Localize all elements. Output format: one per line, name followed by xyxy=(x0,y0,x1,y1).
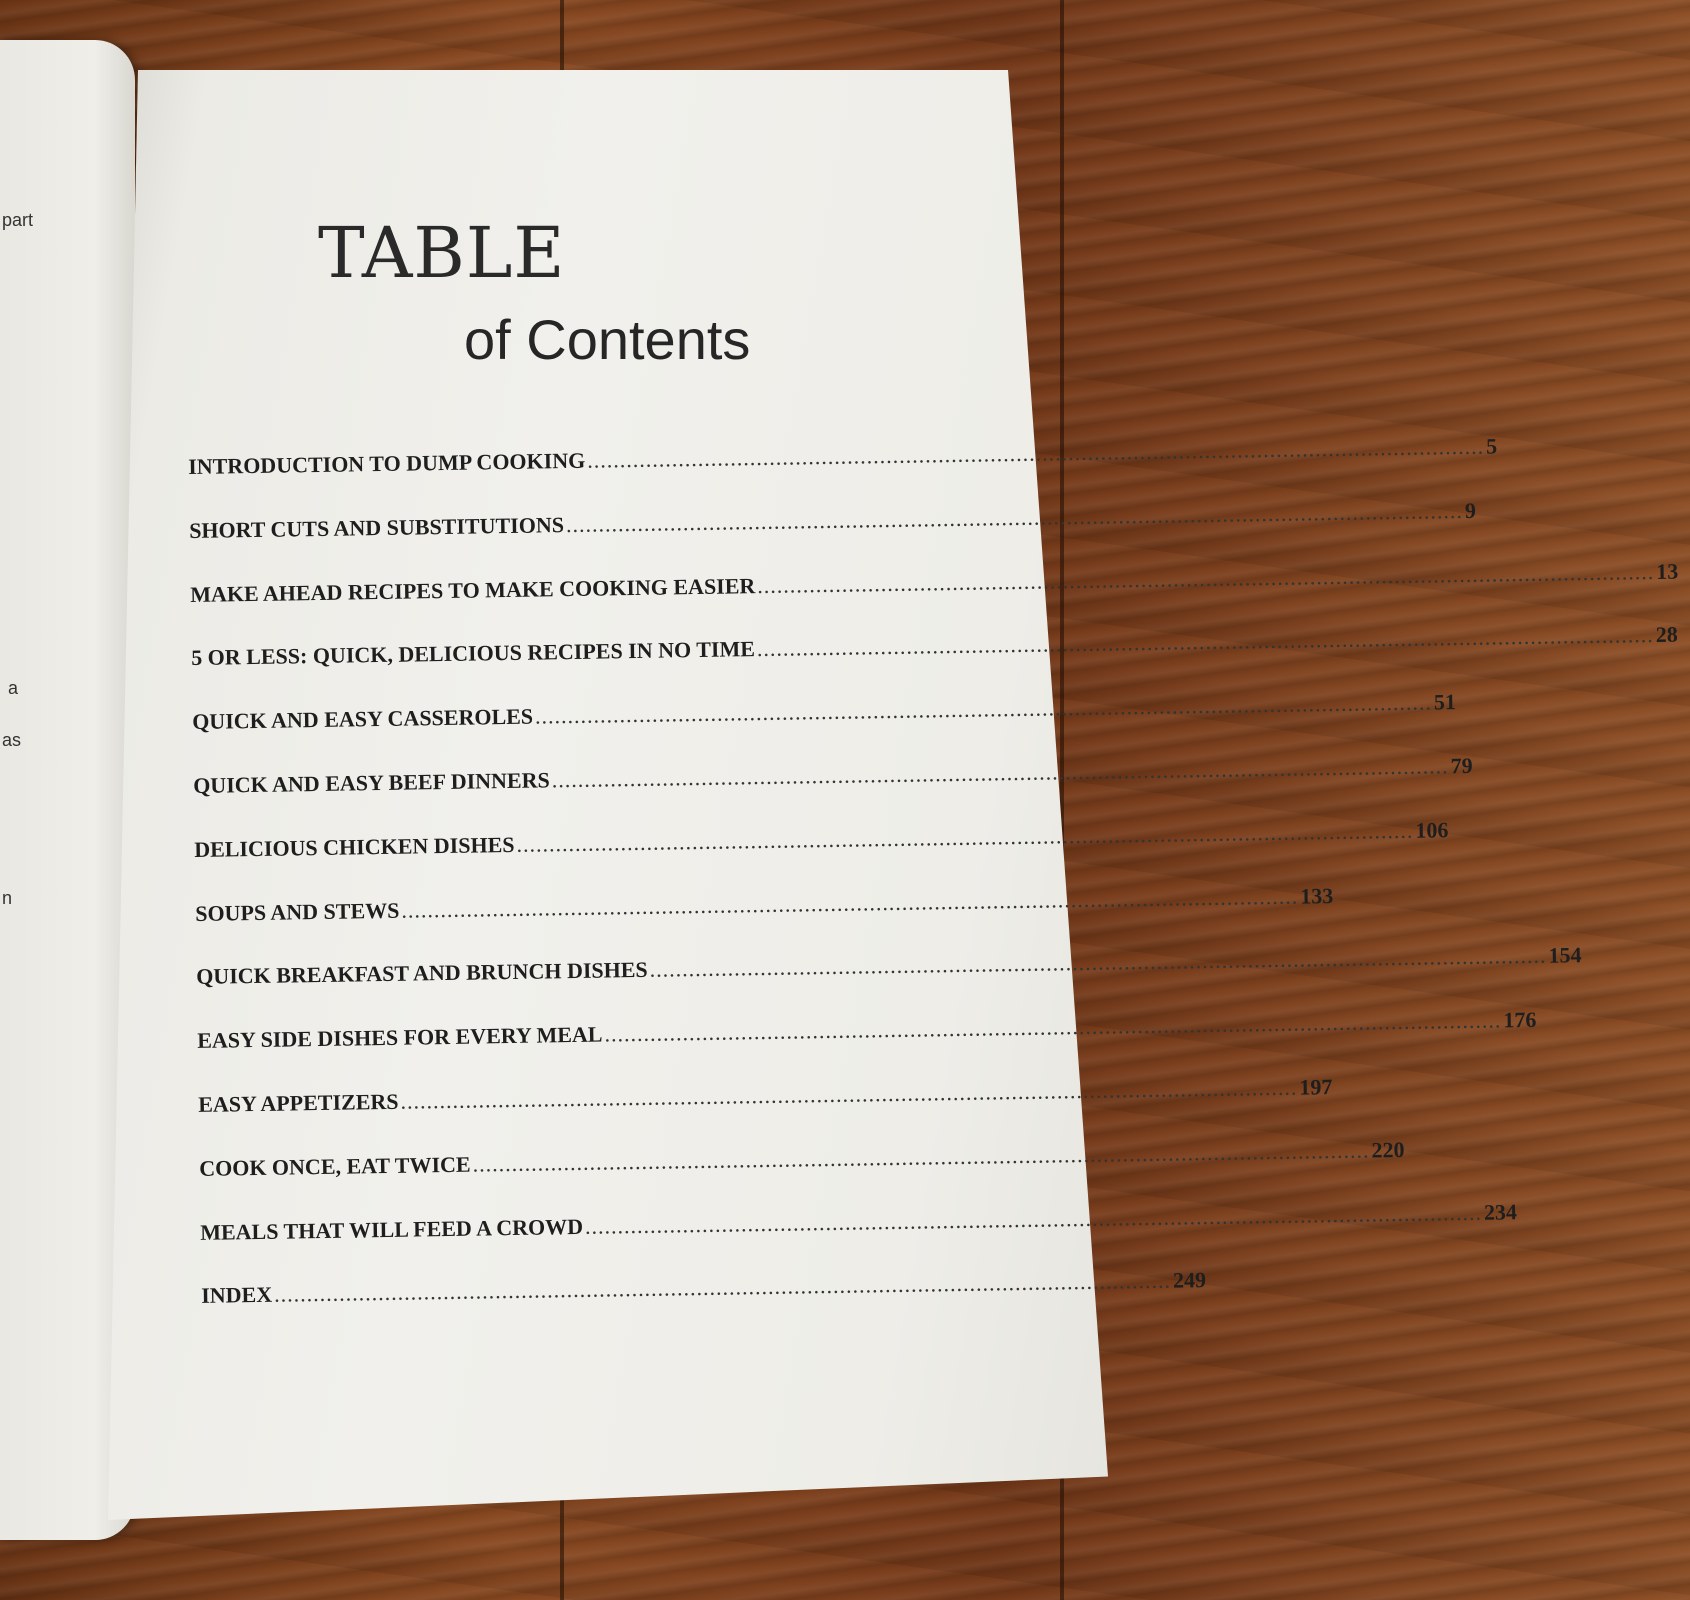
toc-entry-page-number: 79 xyxy=(1450,752,1473,779)
toc-leader-dots: .......................................................................................................................................... xyxy=(565,497,1464,537)
toc-entry-title: QUICK AND EASY CASSEROLES xyxy=(192,703,534,735)
left-page-fragment: a xyxy=(8,678,19,698)
toc-leader-dots: .......................................................................................................................................... xyxy=(587,433,1485,473)
toc-leader-dots: .......................................................................................................................................... xyxy=(757,558,1655,598)
toc-entry-page-number: 106 xyxy=(1415,817,1449,843)
toc-entry-title: SOUPS AND STEWS xyxy=(195,897,400,926)
toc-entry-page-number: 13 xyxy=(1655,558,1679,584)
toc-entry-title: MEALS THAT WILL FEED A CROWD xyxy=(200,1213,584,1245)
toc-entry-title: EASY APPETIZERS xyxy=(198,1088,399,1117)
toc-leader-dots: .......................................................................................................................................... xyxy=(273,1268,1172,1308)
toc-leader-dots: .......................................................................................................................................... xyxy=(551,753,1449,793)
page-title: TABLE xyxy=(318,212,566,294)
left-page-fragment: as xyxy=(2,730,22,750)
toc-leader-dots: .......................................................................................................................................... xyxy=(604,1007,1502,1047)
toc-entry xyxy=(201,1267,1207,1347)
toc-leader-dots: .......................................................................................................................................... xyxy=(401,883,1299,923)
toc-entry-title: QUICK BREAKFAST AND BRUNCH DISHES xyxy=(196,957,648,990)
toc-leader-dots: .......................................................................................................................................... xyxy=(756,622,1654,662)
toc-entry-title: MAKE AHEAD RECIPES TO MAKE COOKING EASIER xyxy=(190,572,756,607)
toc-entry-page-number: 154 xyxy=(1548,942,1582,969)
toc-leader-dots: .......................................................................................................................................... xyxy=(472,1137,1370,1177)
toc-entry-page-number: 249 xyxy=(1172,1267,1207,1293)
left-page-fragment: part xyxy=(2,210,34,230)
toc-entry-page-number: 133 xyxy=(1300,882,1334,909)
toc-entry-page-number: 197 xyxy=(1299,1074,1333,1100)
table-of-contents xyxy=(188,433,1679,1347)
toc-entry-page-number: 234 xyxy=(1483,1198,1518,1225)
toc-entry-title: INTRODUCTION TO DUMP COOKING xyxy=(188,447,586,479)
toc-entry-page-number: 28 xyxy=(1655,622,1678,648)
toc-leader-dots: .......................................................................................................................................... xyxy=(584,1199,1483,1239)
toc-leader-dots: .......................................................................................................................................... xyxy=(649,943,1547,983)
toc-entry-page-number: 220 xyxy=(1371,1136,1405,1163)
toc-entry-page-number: 5 xyxy=(1485,433,1498,459)
toc-leader-dots: .......................................................................................................................................... xyxy=(516,817,1414,857)
toc-entry-title: QUICK AND EASY BEEF DINNERS xyxy=(193,767,550,798)
toc-leader-dots: .......................................................................................................................................... xyxy=(400,1074,1298,1114)
toc-entry-page-number: 51 xyxy=(1433,689,1457,715)
toc-entry-page-number: 9 xyxy=(1464,497,1477,523)
page-subtitle: of Contents xyxy=(464,308,751,371)
toc-leader-dots: .......................................................................................................................................... xyxy=(534,689,1433,729)
toc-entry-title: INDEX xyxy=(201,1282,273,1309)
toc-entry-title: SHORT CUTS AND SUBSTITUTIONS xyxy=(189,511,565,543)
toc-entry-title: EASY SIDE DISHES FOR EVERY MEAL xyxy=(197,1021,603,1054)
toc-entry-title: 5 OR LESS: QUICK, DELICIOUS RECIPES IN NO TIME xyxy=(191,636,756,671)
toc-entry-title: COOK ONCE, EAT TWICE xyxy=(199,1151,471,1181)
toc-entry-page-number: 176 xyxy=(1503,1007,1537,1033)
left-page-fragment: n xyxy=(2,888,13,908)
toc-entry-title: DELICIOUS CHICKEN DISHES xyxy=(194,831,515,862)
